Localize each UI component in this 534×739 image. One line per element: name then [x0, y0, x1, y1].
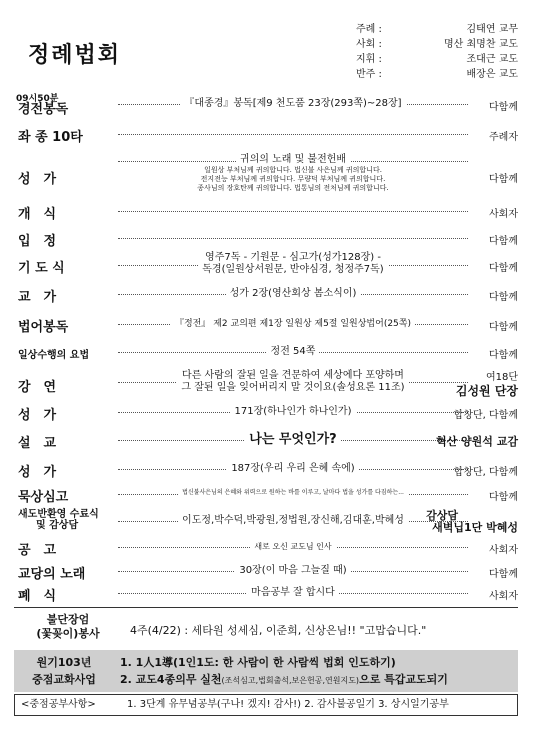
- program-performer: 합창단, 다함께: [453, 467, 518, 478]
- study-items: 1. 3단계 유무념공부(구나! 겠지! 감사!) 2. 감사불공일기 3. 상시일기공부: [127, 699, 449, 710]
- program-performer: 사회자: [489, 209, 518, 220]
- project-item: 1. 1人1導(1인1도: 한 사람이 한 사람씩 법회 인도하기): [120, 656, 396, 669]
- sermon-title: 나는 무엇인가?: [118, 431, 468, 449]
- officer-row: [356, 37, 518, 52]
- program-label: 새도반환영 수료식 및 감상담: [18, 509, 99, 531]
- program-label: 폐 식: [18, 589, 57, 604]
- program-content: 『대종경』봉독[제9 천도품 23장(293쪽)~28장]: [118, 98, 468, 110]
- program-content: 이도정,박수덕,박광원,정법원,장신해,김대훈,박혜성: [118, 515, 468, 527]
- program-performer: 다함께: [489, 569, 518, 580]
- program-content: 『정전』 제2 교의편 제1장 일원상 제5절 일원상법어(25쪽): [118, 318, 468, 330]
- program-row-bell: [18, 126, 518, 145]
- program-content: 새로 오신 교도님 인사: [118, 541, 468, 553]
- program-performer: 다함께: [489, 292, 518, 303]
- program-content: 다른 사람의 잘된 일을 견문하여 세상에다 포양하며 그 잘된 일을 잊어버리지 말 것이요(솔성요론 11조): [118, 370, 468, 394]
- program-performer: 사회자: [489, 591, 518, 602]
- program-content: 영주7독 - 기원문 - 심고가(성가128장) - 독경(일원상서원문, 반야심경, 청정주7독): [118, 252, 468, 276]
- program-performer: 다함께: [489, 102, 518, 113]
- program-row-welcome: [18, 507, 518, 539]
- program-row-opening: [18, 203, 518, 222]
- program-label: 성 가: [18, 408, 57, 423]
- program-label: 교당의 노래: [18, 567, 86, 582]
- program-performer: 혁산 양원석 교감: [435, 435, 518, 448]
- program-content: 171장(하나인가 하나인가): [118, 406, 468, 418]
- refuge-line: 종사님의 장호탄께 귀의합니다. 법통님의 전처님께 귀의합니다.: [197, 184, 389, 192]
- program-performer: 다함께: [489, 263, 518, 274]
- program-performer: 새벽닙1단 박혜성: [432, 521, 518, 534]
- officer-name: 명산 최명찬 교도: [444, 39, 518, 50]
- program-performer: 다함께: [489, 350, 518, 361]
- start-time: 09시50분: [16, 94, 59, 104]
- officer-list: [356, 22, 518, 82]
- program-performer: 다함께: [489, 322, 518, 333]
- program-row-lecture: [18, 368, 518, 396]
- program-performer-group: 여18단: [485, 372, 518, 383]
- officer-row: [356, 67, 518, 82]
- program-label: 묵상심고: [18, 490, 69, 505]
- program-row-school-song: [18, 286, 518, 305]
- refuge-line: 전지전능 부처님께 귀의합니다. 무량덕 부처님께 귀의합니다.: [200, 175, 386, 183]
- program-row-hymn-187: [18, 461, 518, 480]
- program-performer: 다함께: [489, 236, 518, 247]
- program-row-daily-practice: [18, 344, 518, 360]
- program-content: 성가 2장(영산회상 봄소식이): [118, 288, 468, 300]
- altar-flower-service: [14, 607, 518, 651]
- program-row-temple-song: [18, 563, 518, 582]
- program-performer: 김성원 단장: [455, 384, 518, 398]
- program-label: 설 교: [18, 436, 57, 451]
- testimony-label: 감상담: [426, 509, 458, 522]
- dotted-leader: [118, 134, 468, 135]
- officer-row: [356, 22, 518, 37]
- program-label: 법어봉독: [18, 320, 69, 335]
- program-content: 30장(이 마음 그늘질 때): [118, 565, 468, 577]
- program-row-prayer: [18, 251, 518, 279]
- program-label: 강 연: [18, 380, 57, 395]
- program-label: 일상수행의 요법: [18, 350, 90, 361]
- program-row-scripture: [18, 96, 518, 117]
- program-content: 귀의의 노래 및 불전헌배 일원상 부처님께 귀의합니다. 법신불 사은님께 귀의합니다. 전지전능 부처님께 귀의합니다. 무량덕 부처님께 귀의합니다. 종사님의 장호탄께 귀의합니다. 법통님의 전처님께 귀의합니다.: [118, 154, 468, 193]
- key-project-box: [14, 650, 518, 692]
- program-label: 공 고: [18, 543, 57, 558]
- program-row-meditation: [18, 230, 518, 249]
- program-label: 교 가: [18, 290, 57, 305]
- program-content: 마음공부 잘 합시다: [118, 587, 468, 599]
- project-label: 원기103년 중점교화사업: [32, 656, 96, 686]
- program-row-hymn-171: [18, 404, 518, 423]
- officer-role: 반주 :: [356, 69, 382, 80]
- program-performer: 다함께: [489, 174, 518, 185]
- officer-role: 사회 :: [356, 39, 382, 50]
- program-row-sermon: [18, 431, 518, 449]
- program-row-closing: [18, 585, 518, 604]
- program-label: 경전봉독: [18, 102, 69, 117]
- program-label: 좌 종 10타: [18, 130, 83, 145]
- altar-service-label: 불단장엄 (꽃꽂이)봉사: [36, 613, 100, 640]
- officer-name: 조대근 교도: [466, 54, 518, 65]
- study-label: <중점공부사항>: [21, 699, 96, 710]
- program-label: 입 정: [18, 234, 57, 249]
- altar-service-thanks: 4주(4/22) : 세타원 성세심, 이준희, 신상은님!! "고맙습니다.": [130, 624, 427, 637]
- program-content: 법신불사은님의 은혜와 위력으로 원하는 바를 이루고, 날마다 법을 성가를 다짐하는...: [118, 489, 468, 497]
- program-row-hymn-refuge: [18, 154, 518, 198]
- program-label: 개 식: [18, 207, 57, 222]
- dotted-leader: [118, 238, 468, 239]
- program-performer: 다함께: [489, 492, 518, 503]
- program-label: 성 가: [18, 172, 57, 187]
- project-item: 2. 교도4종의무 실천(조석심고,법회출석,보은헌공,연원지도)으로 특갑교도되기: [120, 673, 448, 686]
- page-title: 정례법회: [28, 43, 122, 68]
- officer-name: 김태연 교무: [466, 24, 518, 35]
- officer-row: [356, 52, 518, 67]
- refuge-line: 일원상 부처님께 귀의합니다. 법신불 사은님께 귀의합니다.: [204, 166, 382, 174]
- program-performer: 사회자: [489, 545, 518, 556]
- project-items: [120, 654, 448, 689]
- program-performer: 합창단, 다함께: [453, 410, 518, 421]
- officer-name: 배장은 교도: [466, 69, 518, 80]
- program-row-silent-prayer: [18, 486, 518, 505]
- program-label: 기 도 식: [18, 261, 65, 276]
- officer-role: 주례 :: [356, 24, 382, 35]
- key-study-box: [14, 694, 518, 716]
- program-content: 정전 54쪽: [118, 346, 468, 358]
- program-label: 성 가: [18, 465, 57, 480]
- program-content: 187장(우리 우리 은혜 속에): [118, 463, 468, 475]
- program-performer: 주례자: [489, 132, 518, 143]
- dotted-leader: [118, 211, 468, 212]
- program-row-dharma-reading: [18, 316, 518, 335]
- program-row-announcement: [18, 539, 518, 558]
- officer-role: 지휘 :: [356, 54, 382, 65]
